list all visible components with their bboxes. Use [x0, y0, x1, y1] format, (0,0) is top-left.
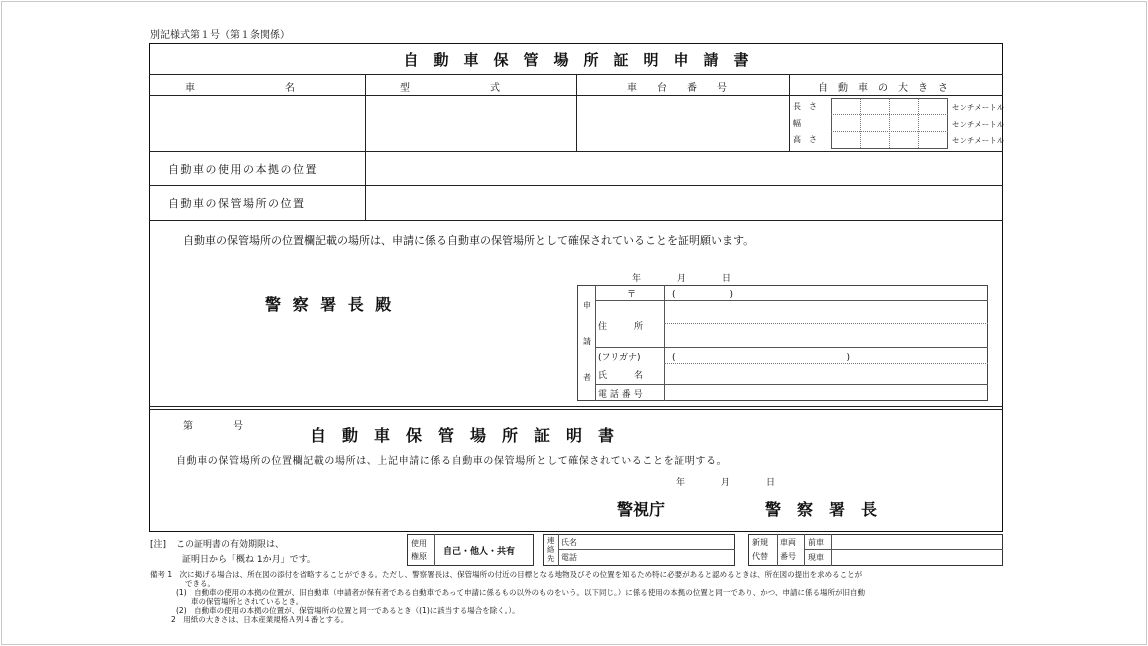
- postal-code-input[interactable]: ( ): [672, 290, 734, 300]
- size-length-unit: センチメートル: [952, 103, 1005, 112]
- divider: [664, 363, 988, 364]
- size-length-label: 長 さ: [793, 102, 817, 111]
- previous-car-input[interactable]: [833, 535, 1002, 548]
- contact-name-label: 氏名: [561, 538, 577, 547]
- application-date: 年 月 日: [632, 274, 732, 284]
- contact-char-2: 絡: [547, 545, 555, 554]
- remark-line: (1) 自動車の使用の本拠の位置が、旧自動車（申請者が保有者である自動車であって申請に係るもの以外のものをいう。以下同じ。）に係る使用の本拠の位置と同一であり、かつ、申請に係る場所が旧自動: [176, 588, 865, 597]
- car-number-label-2: 番号: [780, 552, 796, 561]
- remark-line: (2) 自動車の使用の本拠の位置が、保管場所の位置と同一であるとき（(1)に該当する場合を除く。）。: [176, 606, 520, 615]
- application-title: 自 動 車 保 管 場 所 証 明 申 請 書: [403, 51, 749, 69]
- divider: [595, 347, 988, 348]
- divider: [149, 151, 1003, 152]
- furigana-label: (フリガナ): [598, 353, 641, 363]
- note-line-2: 証明日から「概ね 1か月」です。: [182, 555, 316, 565]
- divider: [831, 534, 832, 566]
- address-input[interactable]: [666, 302, 986, 346]
- current-car-label: 現車: [808, 553, 824, 562]
- name-input[interactable]: [666, 365, 986, 383]
- request-statement: 自動車の保管場所の位置欄記載の場所は、申請に係る自動車の保管場所として確保されていることを証明願います。: [183, 234, 755, 247]
- divider: [558, 549, 735, 550]
- applicant-side-char-2: 請: [583, 337, 591, 346]
- phone-input[interactable]: [666, 386, 986, 400]
- divider: [149, 406, 1003, 407]
- storage-location-input[interactable]: [367, 187, 1001, 219]
- issuer-agency: 警視庁: [617, 500, 666, 519]
- previous-car-label: 前車: [808, 538, 824, 547]
- divider: [777, 534, 778, 566]
- usage-rights-value[interactable]: 自己・他人・共有: [443, 547, 516, 557]
- storage-location-label: 自動車の保管場所の位置: [168, 197, 306, 210]
- usage-rights-label-2: 権原: [411, 552, 427, 561]
- model-input[interactable]: [366, 96, 575, 150]
- new-replace-label-1: 新規: [752, 538, 768, 547]
- note-label: [注]: [150, 540, 167, 550]
- size-width-label: 幅: [793, 119, 801, 128]
- size-height-label: 高 さ: [793, 135, 817, 144]
- remark-line: できる。: [185, 579, 215, 588]
- contact-char-1: 連: [547, 536, 555, 545]
- divider: [595, 384, 988, 385]
- remark-line: 備考 1 次に掲げる場合は、所在図の添付を省略することができる。ただし、警察署長は、保管場所の付近の目標となる地物及びその位置を知るため特に必要があると認めるときは、所在図の提出を求めることが: [150, 570, 863, 579]
- postal-mark: 〒: [627, 290, 637, 300]
- note-line-1: この証明書の有効期限は、: [176, 540, 285, 550]
- contact-phone-label: 電話: [561, 553, 577, 562]
- base-location-label: 自動車の使用の本拠の位置: [168, 163, 318, 176]
- form-label: 別記様式第１号（第１条関係）: [150, 30, 290, 41]
- divider: [664, 323, 988, 324]
- divider: [595, 300, 988, 301]
- chassis-number-input[interactable]: [577, 96, 788, 150]
- car-number-label-1: 車両: [780, 538, 796, 547]
- divider: [149, 409, 1003, 410]
- base-location-input[interactable]: [367, 153, 1001, 184]
- divider: [365, 152, 366, 220]
- header-model: 型 式: [400, 83, 500, 94]
- divider: [947, 98, 948, 148]
- divider: [804, 534, 805, 566]
- addressee: 警 察 署 長 殿: [265, 295, 395, 314]
- issuer-title: 警 察 署 長: [765, 500, 878, 519]
- applicant-side-char-3: 者: [583, 373, 591, 382]
- certificate-number: 第 号: [183, 421, 243, 432]
- divider: [149, 220, 1003, 221]
- remark-line: 2 用紙の大きさは、日本産業規格Ａ列４番とする。: [171, 615, 349, 624]
- header-chassis-number: 車 台 番 号: [627, 83, 727, 94]
- phone-label: 電 話 番 号: [598, 390, 643, 400]
- contact-char-3: 先: [547, 554, 555, 563]
- name-label: 氏 名: [598, 371, 644, 381]
- header-car-name: 車 名: [185, 83, 295, 94]
- remark-line: 車の保管場所とされているとき。: [191, 597, 304, 606]
- certificate-date: 年 月 日: [676, 478, 776, 488]
- applicant-side-char-1: 申: [583, 301, 591, 310]
- divider: [149, 185, 1003, 186]
- size-height-unit: センチメートル: [952, 136, 1005, 145]
- certificate-title: 自 動 車 保 管 場 所 証 明 書: [310, 426, 615, 445]
- size-width-unit: センチメートル: [952, 120, 1005, 129]
- size-input-cells[interactable]: [832, 99, 947, 147]
- car-name-input[interactable]: [150, 96, 364, 150]
- divider: [558, 534, 559, 566]
- current-car-input[interactable]: [833, 550, 1002, 565]
- usage-rights-label-1: 使用: [411, 539, 427, 548]
- header-vehicle-size: 自 動 車 の 大 き さ: [818, 83, 948, 94]
- divider: [789, 75, 790, 151]
- divider: [831, 148, 948, 149]
- address-label: 住 所: [598, 322, 644, 332]
- new-replace-label-2: 代替: [752, 552, 768, 561]
- divider: [434, 534, 435, 566]
- furigana-input[interactable]: ( ): [672, 353, 851, 363]
- certificate-statement: 自動車の保管場所の位置欄記載の場所は、上記申請に係る自動車の保管場所として確保されていることを証明する。: [176, 456, 728, 467]
